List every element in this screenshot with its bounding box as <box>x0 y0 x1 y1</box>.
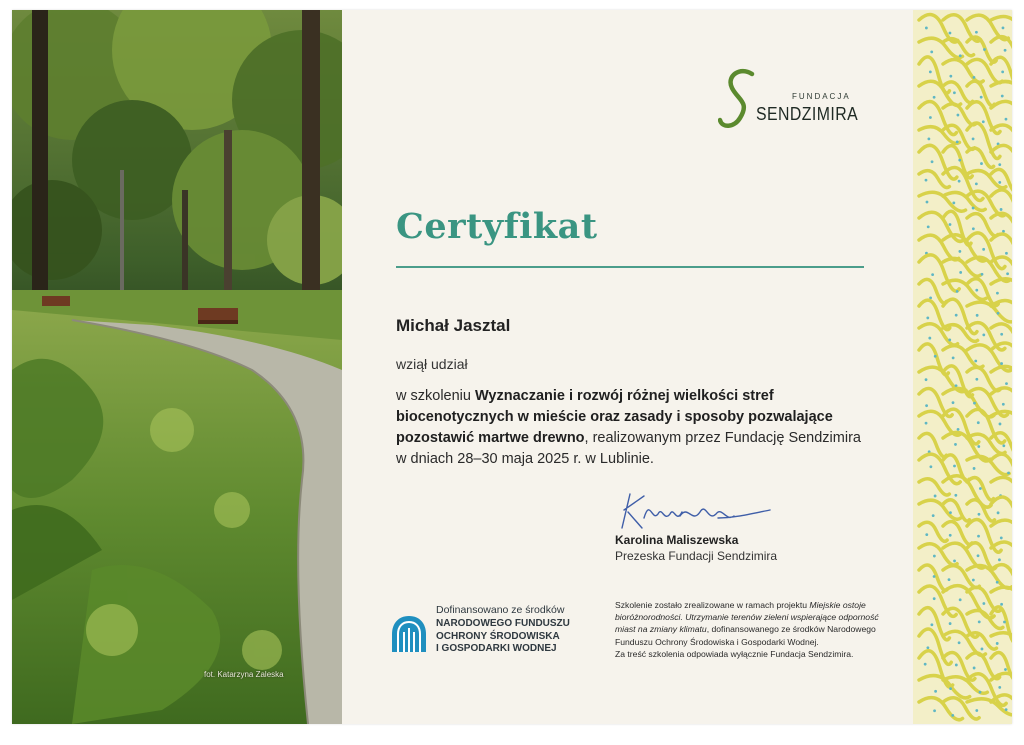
pattern-dot <box>925 404 928 407</box>
pattern-dot <box>925 378 928 381</box>
pattern-dot <box>972 227 975 230</box>
pattern-dot <box>953 560 956 563</box>
pattern-dot <box>975 378 978 381</box>
funding-institution-name <box>436 618 570 656</box>
pattern-stroke <box>919 324 958 345</box>
pattern-stroke <box>919 698 963 720</box>
pattern-dot <box>981 648 984 651</box>
nfosigw-icon <box>390 614 428 654</box>
pattern-dot <box>977 554 980 557</box>
pattern-dot <box>998 686 1001 689</box>
pattern-stroke <box>919 145 957 179</box>
pattern-dot <box>973 402 976 405</box>
pattern-stroke <box>991 633 1012 649</box>
project-note <box>615 599 900 660</box>
pattern-dot <box>958 641 961 644</box>
pattern-dot <box>930 623 933 626</box>
pattern-dot <box>955 664 958 667</box>
pattern-dot <box>1000 603 1003 606</box>
maze-pattern <box>913 10 1012 724</box>
pattern-dot <box>957 428 960 431</box>
pattern-dot <box>996 581 999 584</box>
pattern-dot <box>958 250 961 253</box>
pattern-dot <box>998 181 1001 184</box>
pattern-dot <box>954 443 957 446</box>
participation-text: wziął udział <box>396 356 468 372</box>
recipient-name: Michał Jasztal <box>396 316 511 335</box>
pattern-stroke <box>991 145 1012 179</box>
pattern-dot <box>952 356 955 359</box>
pattern-dot <box>997 511 1000 514</box>
funding-lead-text: Dofinansowano ze środków <box>436 604 565 616</box>
pattern-dot <box>957 114 960 117</box>
pattern-dot <box>1001 70 1004 73</box>
pattern-dot <box>983 48 986 51</box>
signer-role: Prezeska Fundacji Sendzimira <box>615 549 778 563</box>
pattern-dot <box>949 32 952 35</box>
pattern-dot <box>928 337 931 340</box>
decorative-pattern-strip <box>913 10 1012 724</box>
pattern-dot <box>999 423 1002 426</box>
project-name: Miejskie ostoje bioróżnorodności. Utrzymanie terenów zieleni wspierające odporność miast na zmiany klimatu <box>615 600 879 635</box>
pattern-dot <box>959 598 962 601</box>
pattern-dot <box>953 91 956 94</box>
pattern-dot <box>949 622 952 625</box>
pattern-dot <box>975 289 978 292</box>
pattern-dot <box>979 487 982 490</box>
pattern-dot <box>933 555 936 558</box>
pattern-dot <box>998 163 1001 166</box>
pattern-dot <box>924 663 927 666</box>
pattern-dot <box>953 465 956 468</box>
pattern-dot <box>926 317 929 320</box>
pattern-dot <box>977 535 980 538</box>
pattern-dot <box>982 333 985 336</box>
pattern-dot <box>978 621 981 624</box>
pattern-dot <box>948 339 951 342</box>
body-outro: , realizowanym przez Fundację Sendzimira w dniach 28–30 maja 2025 r. w Lublinie. <box>396 430 861 467</box>
pattern-dot <box>982 602 985 605</box>
pattern-dot <box>933 575 936 578</box>
pattern-dot <box>958 159 961 162</box>
funding-line: I GOSPODARKI WODNEJ <box>436 643 557 654</box>
pattern-dot <box>926 646 929 649</box>
pattern-stroke <box>919 544 957 565</box>
pattern-stroke <box>943 346 983 368</box>
pattern-dot <box>980 96 983 99</box>
pattern-dot <box>958 180 961 183</box>
pattern-dot <box>931 273 934 276</box>
pattern-dot <box>927 137 930 140</box>
pattern-dot <box>952 201 955 204</box>
pattern-dot <box>951 714 954 717</box>
park-photo-image <box>12 10 342 724</box>
pattern-dot <box>949 223 952 226</box>
pattern-dot <box>934 690 937 693</box>
sendzimira-s-mark <box>718 68 758 130</box>
pattern-dot <box>973 667 976 670</box>
pattern-dot <box>977 421 980 424</box>
pattern-stroke <box>943 258 980 276</box>
pattern-stroke <box>919 586 956 616</box>
pattern-dot <box>925 27 928 30</box>
pattern-dot <box>933 709 936 712</box>
pattern-dot <box>978 513 981 516</box>
funding-line: NARODOWEGO FUNDUSZU <box>436 618 570 629</box>
pattern-dot <box>959 54 962 57</box>
note-text: Szkolenie zostało zrealizowane w ramach projektu <box>615 600 810 610</box>
pattern-dot <box>1006 272 1009 275</box>
pattern-dot <box>925 533 928 536</box>
pattern-dot <box>929 70 932 73</box>
pattern-dot <box>976 314 979 317</box>
pattern-dot <box>933 96 936 99</box>
pattern-dot <box>929 465 932 468</box>
pattern-dot <box>981 273 984 276</box>
training-title: Wyznaczanie i rozwój różnej wielkości stref biocenotycznych w mieście oraz zasady i sposoby pozwalające pozostawić martwe drewno <box>396 388 833 446</box>
pattern-dot <box>1000 537 1003 540</box>
pattern-dot <box>996 292 999 295</box>
pattern-dot <box>972 579 975 582</box>
training-description <box>396 386 866 470</box>
pattern-dot <box>972 137 975 140</box>
pattern-dot <box>974 360 977 363</box>
pattern-stroke <box>943 59 983 82</box>
pattern-dot <box>948 578 951 581</box>
nfosigw-logo <box>390 604 600 664</box>
certificate-sheet <box>12 10 1012 724</box>
pattern-dot <box>977 445 980 448</box>
note-text: , dofinansowanego ze środków Narodowego Funduszu Ochrony Środowiska i Gospodarki Wodnej. <box>615 624 876 647</box>
pattern-stroke <box>967 456 1009 474</box>
certificate-title: Certyfikat <box>396 206 598 247</box>
pattern-dot <box>949 75 952 78</box>
pattern-dot <box>975 709 978 712</box>
note-disclaimer: Za treść szkolenia odpowiada wyłącznie Fundacja Sendzimira. <box>615 648 854 659</box>
pattern-dot <box>972 207 975 210</box>
pattern-dot <box>1000 333 1003 336</box>
pattern-dot <box>932 514 935 517</box>
pattern-dot <box>927 225 930 228</box>
logo-sendzimira-text: SENDZIMIRA <box>756 104 859 124</box>
pattern-dot <box>933 597 936 600</box>
pattern-dot <box>1000 362 1003 365</box>
body-intro: w szkoleniu <box>396 388 475 404</box>
pattern-dot <box>956 290 959 293</box>
pattern-dot <box>996 642 999 645</box>
pattern-dot <box>1004 49 1007 52</box>
pattern-dot <box>980 162 983 165</box>
title-divider <box>396 266 864 268</box>
pattern-dot <box>1000 208 1003 211</box>
signer-name: Karolina Maliszewska <box>615 533 739 547</box>
pattern-dot <box>1002 26 1005 29</box>
pattern-dot <box>979 691 982 694</box>
pattern-dot <box>1007 472 1010 475</box>
pattern-dot <box>956 140 959 143</box>
pattern-dot <box>949 511 952 514</box>
pattern-dot <box>982 248 985 251</box>
funding-line: OCHRONY ŚRODOWISKA <box>436 630 560 642</box>
pattern-dot <box>954 494 957 497</box>
pattern-dot <box>925 422 928 425</box>
pattern-dot <box>930 50 933 53</box>
pattern-dot <box>931 160 934 163</box>
photo-credit: fot. Katarzyna Zaleska <box>204 670 284 679</box>
pattern-dot <box>925 179 928 182</box>
fundacja-sendzimira-logo <box>718 68 868 130</box>
pattern-dot <box>934 495 937 498</box>
park-photo <box>12 10 342 724</box>
pattern-dot <box>997 312 1000 315</box>
pattern-dot <box>952 401 955 404</box>
pattern-dot <box>959 271 962 274</box>
pattern-dot <box>1002 444 1005 447</box>
pattern-dot <box>1005 252 1008 255</box>
pattern-dot <box>973 76 976 79</box>
handwritten-signature <box>614 488 774 534</box>
pattern-dot <box>955 314 958 317</box>
pattern-stroke <box>967 302 1012 322</box>
pattern-dot <box>998 558 1001 561</box>
pattern-stroke <box>943 104 976 125</box>
pattern-dot <box>975 31 978 34</box>
pattern-dot <box>949 534 952 537</box>
pattern-dot <box>1001 95 1004 98</box>
pattern-dot <box>1005 708 1008 711</box>
pattern-dot <box>1002 403 1005 406</box>
pattern-dot <box>1004 668 1007 671</box>
pattern-dot <box>926 201 929 204</box>
pattern-dot <box>934 355 937 358</box>
pattern-dot <box>1005 382 1008 385</box>
pattern-stroke <box>991 497 1012 532</box>
pattern-stroke <box>967 171 1006 188</box>
pattern-stroke <box>943 566 979 588</box>
pattern-dot <box>1002 230 1005 233</box>
pattern-dot <box>975 183 978 186</box>
pattern-dot <box>973 467 976 470</box>
pattern-stroke <box>967 610 1003 628</box>
pattern-dot <box>949 687 952 690</box>
pattern-dot <box>1003 621 1006 624</box>
pattern-dot <box>929 116 932 119</box>
pattern-dot <box>982 120 985 123</box>
logo-fundacja-text: FUNDACJA <box>792 92 851 101</box>
pattern-dot <box>1005 118 1008 121</box>
